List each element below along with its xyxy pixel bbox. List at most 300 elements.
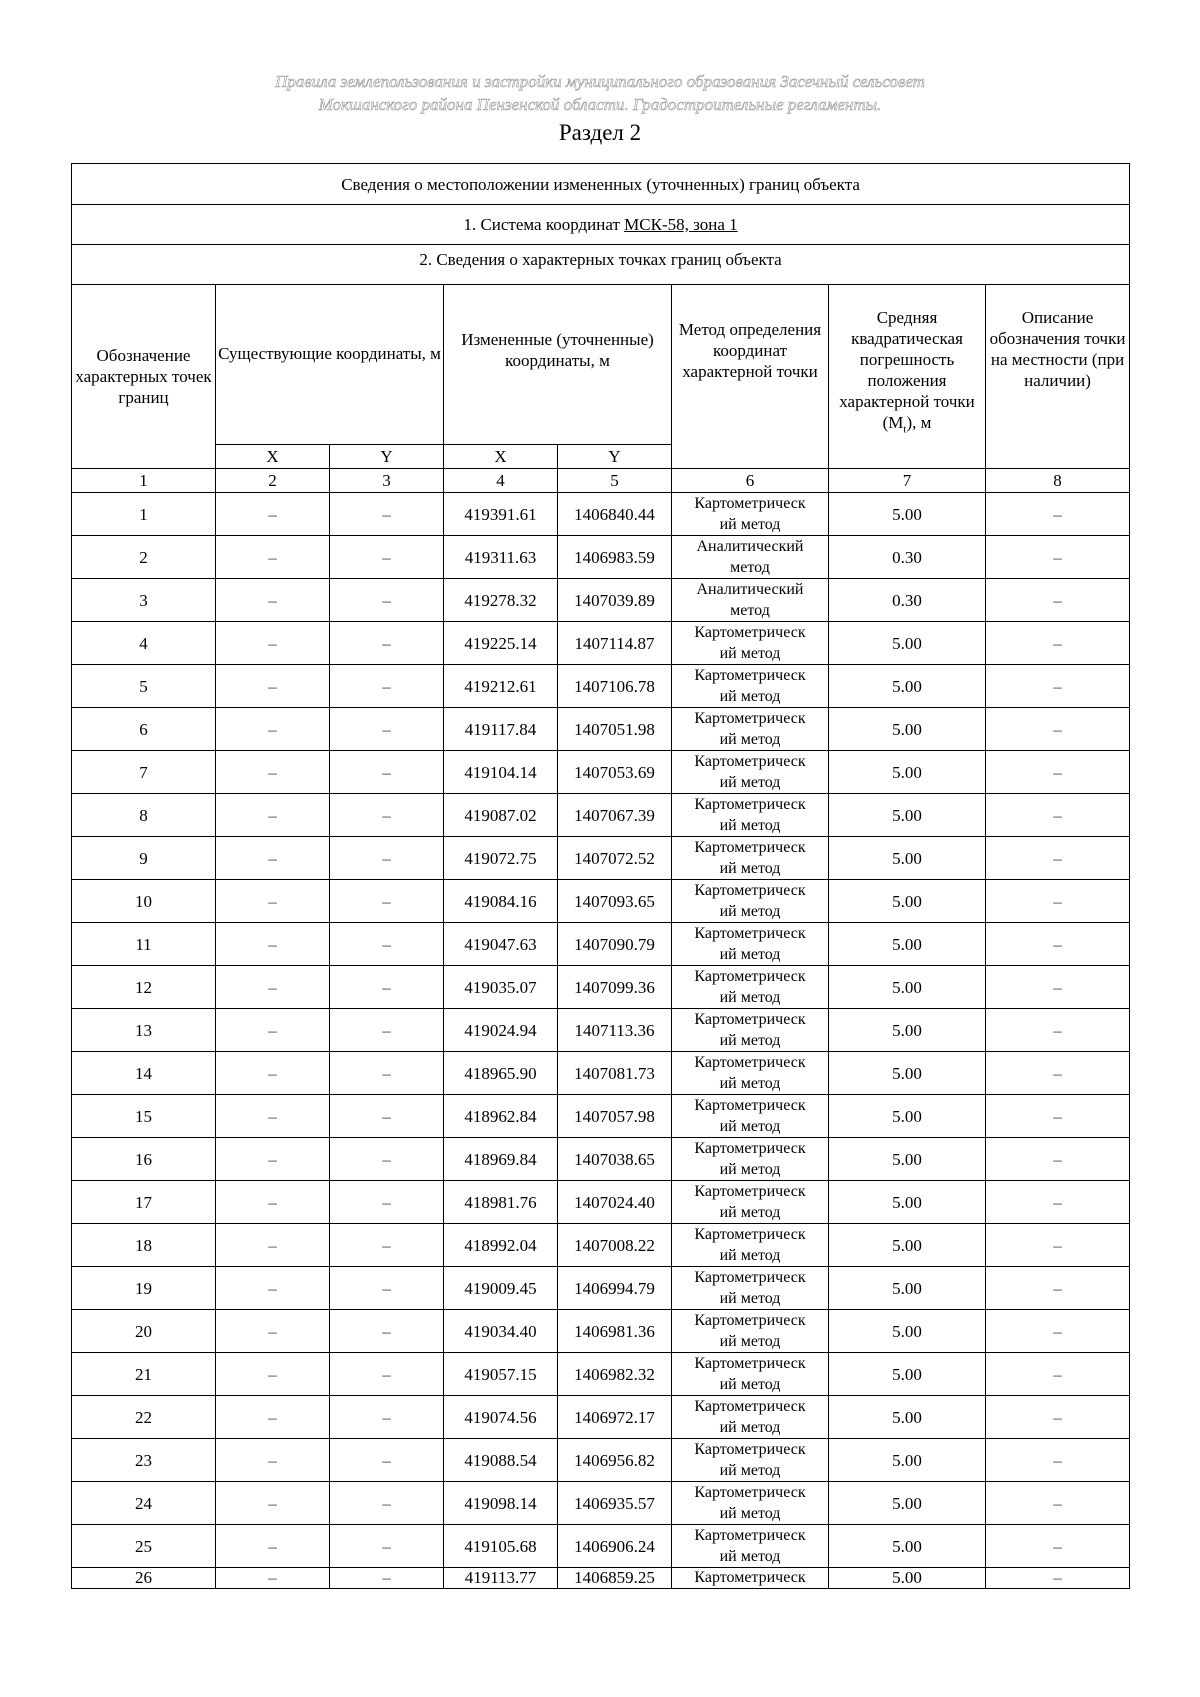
method-line-1: Картометрическ	[694, 968, 806, 985]
changed-x-value: 419009.45	[444, 1267, 558, 1310]
changed-x-value: 419098.14	[444, 1482, 558, 1525]
existing-x-value: –	[216, 794, 330, 837]
point-number: 26	[72, 1568, 216, 1589]
method-line-1: Аналитический	[696, 581, 804, 598]
error-value: 5.00	[829, 1267, 986, 1310]
point-number: 10	[72, 880, 216, 923]
error-value: 5.00	[829, 1310, 986, 1353]
error-value: 5.00	[829, 880, 986, 923]
point-number: 8	[72, 794, 216, 837]
table-row	[72, 1439, 1130, 1482]
existing-x-value: –	[216, 665, 330, 708]
error-value: 5.00	[829, 966, 986, 1009]
changed-y-value: 1407081.73	[558, 1052, 672, 1095]
existing-x-value: –	[216, 536, 330, 579]
changed-y-value: 1406935.57	[558, 1482, 672, 1525]
existing-x-value: –	[216, 966, 330, 1009]
changed-x-value: 418965.90	[444, 1052, 558, 1095]
method-line-2: ий метод	[719, 516, 781, 533]
point-number: 20	[72, 1310, 216, 1353]
description-value: –	[986, 708, 1130, 751]
changed-y-value: 1407057.98	[558, 1095, 672, 1138]
existing-x-value: –	[216, 1439, 330, 1482]
changed-x-value: 419088.54	[444, 1439, 558, 1482]
method-line-2: ий метод	[719, 1462, 781, 1479]
table-row	[72, 1396, 1130, 1439]
points-section-label: 2. Сведения о характерных точках границ объекта	[72, 245, 1130, 285]
error-value: 5.00	[829, 923, 986, 966]
method	[672, 579, 829, 622]
changed-y-value: 1406906.24	[558, 1525, 672, 1568]
changed-x-value: 419278.32	[444, 579, 558, 622]
changed-x-value: 419024.94	[444, 1009, 558, 1052]
error-value: 0.30	[829, 579, 986, 622]
description-value: –	[986, 1224, 1130, 1267]
description-value: –	[986, 923, 1130, 966]
existing-x-value: –	[216, 837, 330, 880]
error-value: 5.00	[829, 1525, 986, 1568]
description-value: –	[986, 751, 1130, 794]
method-line-2: ий метод	[719, 1548, 781, 1565]
method-line-2: ий метод	[719, 817, 781, 834]
method-line-2: ий метод	[719, 1032, 781, 1049]
method-line-1: Картометрическ	[694, 1226, 806, 1243]
method	[672, 1439, 829, 1482]
method-line-2: метод	[730, 559, 770, 576]
col-header-existing-coords: Существующие координаты, м	[216, 285, 444, 445]
method	[672, 665, 829, 708]
changed-y-value: 1407053.69	[558, 751, 672, 794]
existing-x-value: –	[216, 751, 330, 794]
table-row	[72, 1052, 1130, 1095]
method	[672, 708, 829, 751]
existing-x-value: –	[216, 1181, 330, 1224]
method-line-1: Картометрическ	[694, 1183, 806, 1200]
error-value: 5.00	[829, 1568, 986, 1589]
existing-y-value: –	[330, 536, 444, 579]
changed-x-value: 419084.16	[444, 880, 558, 923]
point-number: 2	[72, 536, 216, 579]
method	[672, 1310, 829, 1353]
table-row	[72, 536, 1130, 579]
method-line-1: Картометрическ	[694, 1054, 806, 1071]
method-line-1: Картометрическ	[694, 1011, 806, 1028]
boundary-points-table	[71, 163, 1130, 1589]
description-value: –	[986, 1482, 1130, 1525]
method	[672, 1267, 829, 1310]
changed-y-value: 1406956.82	[558, 1439, 672, 1482]
description-value: –	[986, 1095, 1130, 1138]
existing-x-value: –	[216, 1224, 330, 1267]
point-number: 16	[72, 1138, 216, 1181]
existing-y-value: –	[330, 493, 444, 536]
method-line-1: Картометрическ	[694, 1355, 806, 1372]
method-line-1: Картометрическ	[694, 839, 806, 856]
col-header-method: Метод определения координат характерной точки	[672, 285, 829, 469]
existing-x-value: –	[216, 708, 330, 751]
point-number: 24	[72, 1482, 216, 1525]
method	[672, 1095, 829, 1138]
method-line-1: Картометрическ	[694, 1097, 806, 1114]
changed-y-value: 1407051.98	[558, 708, 672, 751]
changed-x-header: X	[444, 445, 558, 469]
table-row	[72, 1568, 1130, 1589]
changed-y-value: 1407039.89	[558, 579, 672, 622]
description-value: –	[986, 1568, 1130, 1589]
table-row	[72, 794, 1130, 837]
existing-y-value: –	[330, 708, 444, 751]
changed-x-value: 419087.02	[444, 794, 558, 837]
error-value: 5.00	[829, 708, 986, 751]
col-header-error-unit: ), м	[906, 413, 932, 432]
description-value: –	[986, 493, 1130, 536]
table-title: Сведения о местоположении измененных (уточненных) границ объекта	[72, 164, 1130, 205]
method	[672, 1138, 829, 1181]
description-value: –	[986, 1267, 1130, 1310]
changed-y-value: 1407113.36	[558, 1009, 672, 1052]
table-row	[72, 622, 1130, 665]
existing-y-value: –	[330, 1482, 444, 1525]
changed-y-value: 1407114.87	[558, 622, 672, 665]
method-line-2: ий метод	[719, 1118, 781, 1135]
method-line-2: ий метод	[719, 1333, 781, 1350]
point-number: 3	[72, 579, 216, 622]
method-line-2: ий метод	[719, 1376, 781, 1393]
existing-y-value: –	[330, 1138, 444, 1181]
existing-x-value: –	[216, 1009, 330, 1052]
changed-x-value: 419035.07	[444, 966, 558, 1009]
point-number: 7	[72, 751, 216, 794]
changed-y-value: 1407072.52	[558, 837, 672, 880]
method-line-2: ий метод	[719, 1075, 781, 1092]
table-row	[72, 1009, 1130, 1052]
existing-y-value: –	[330, 1267, 444, 1310]
existing-y-value: –	[330, 966, 444, 1009]
method	[672, 622, 829, 665]
changed-y-value: 1406994.79	[558, 1267, 672, 1310]
point-number: 4	[72, 622, 216, 665]
method-line-1: Картометрическ	[694, 1140, 806, 1157]
existing-x-value: –	[216, 1568, 330, 1589]
existing-y-value: –	[330, 622, 444, 665]
description-value: –	[986, 880, 1130, 923]
changed-y-value: 1407024.40	[558, 1181, 672, 1224]
point-number: 14	[72, 1052, 216, 1095]
changed-x-value: 418962.84	[444, 1095, 558, 1138]
method-line-1: Картометрическ	[694, 1569, 806, 1586]
col-header-error-subscript: t	[903, 423, 907, 436]
existing-x-value: –	[216, 1310, 330, 1353]
description-value: –	[986, 837, 1130, 880]
coordinate-system-label: 1. Система координат	[463, 215, 625, 234]
existing-x-value: –	[216, 493, 330, 536]
table-row	[72, 880, 1130, 923]
existing-x-value: –	[216, 1095, 330, 1138]
error-value: 5.00	[829, 622, 986, 665]
method-line-1: Картометрическ	[694, 1527, 806, 1544]
table-row	[72, 1267, 1130, 1310]
error-value: 5.00	[829, 1138, 986, 1181]
column-number: 1	[72, 469, 216, 493]
existing-x-value: –	[216, 1482, 330, 1525]
description-value: –	[986, 1525, 1130, 1568]
table-row	[72, 665, 1130, 708]
method-line-2: ий метод	[719, 903, 781, 920]
document-header	[0, 70, 1200, 116]
method-line-2: ий метод	[719, 688, 781, 705]
point-number: 23	[72, 1439, 216, 1482]
error-value: 5.00	[829, 1181, 986, 1224]
column-number: 6	[672, 469, 829, 493]
method	[672, 1009, 829, 1052]
point-number: 15	[72, 1095, 216, 1138]
column-number: 7	[829, 469, 986, 493]
table-row	[72, 1310, 1130, 1353]
header-line-2: Мокшанского района Пензенской области. Градостроительные регламенты.	[318, 95, 882, 114]
changed-y-value: 1407106.78	[558, 665, 672, 708]
point-number: 18	[72, 1224, 216, 1267]
table-row	[72, 1181, 1130, 1224]
column-number: 2	[216, 469, 330, 493]
method	[672, 1181, 829, 1224]
method-line-2: ий метод	[719, 989, 781, 1006]
description-value: –	[986, 536, 1130, 579]
point-number: 21	[72, 1353, 216, 1396]
method	[672, 837, 829, 880]
section-title: Раздел 2	[558, 120, 642, 145]
error-value: 5.00	[829, 837, 986, 880]
method	[672, 794, 829, 837]
point-number: 22	[72, 1396, 216, 1439]
table-row	[72, 751, 1130, 794]
column-number: 5	[558, 469, 672, 493]
table-row	[72, 579, 1130, 622]
changed-x-value: 419225.14	[444, 622, 558, 665]
method-line-2: метод	[730, 602, 770, 619]
table-row	[72, 493, 1130, 536]
error-value: 5.00	[829, 493, 986, 536]
existing-y-value: –	[330, 794, 444, 837]
description-value: –	[986, 794, 1130, 837]
point-number: 17	[72, 1181, 216, 1224]
col-header-error	[829, 285, 986, 469]
error-value: 5.00	[829, 665, 986, 708]
table-row	[72, 708, 1130, 751]
changed-x-value: 418969.84	[444, 1138, 558, 1181]
column-number: 4	[444, 469, 558, 493]
method	[672, 880, 829, 923]
method-line-1: Картометрическ	[694, 882, 806, 899]
method	[672, 751, 829, 794]
method-line-2: ий метод	[719, 1290, 781, 1307]
description-value: –	[986, 1138, 1130, 1181]
point-number: 19	[72, 1267, 216, 1310]
table-row	[72, 1482, 1130, 1525]
method-line-2: ий метод	[719, 1161, 781, 1178]
table-row	[72, 1095, 1130, 1138]
error-value: 5.00	[829, 1353, 986, 1396]
method-line-2: ий метод	[719, 860, 781, 877]
method-line-2: ий метод	[719, 645, 781, 662]
existing-y-value: –	[330, 1439, 444, 1482]
table-row	[72, 1525, 1130, 1568]
column-number: 3	[330, 469, 444, 493]
existing-y-value: –	[330, 1095, 444, 1138]
changed-y-value: 1407067.39	[558, 794, 672, 837]
description-value: –	[986, 1439, 1130, 1482]
changed-y-value: 1407038.65	[558, 1138, 672, 1181]
method-line-2: ий метод	[719, 731, 781, 748]
method-line-2: ий метод	[719, 774, 781, 791]
method	[672, 1525, 829, 1568]
method	[672, 1396, 829, 1439]
header-line-1: Правила землепользования и застройки муниципального образования Засечный сельсовет	[275, 72, 925, 91]
method-line-1: Картометрическ	[694, 1484, 806, 1501]
existing-x-value: –	[216, 1267, 330, 1310]
method-line-1: Картометрическ	[694, 753, 806, 770]
description-value: –	[986, 1052, 1130, 1095]
error-value: 5.00	[829, 1095, 986, 1138]
method-line-1: Картометрическ	[694, 796, 806, 813]
description-value: –	[986, 966, 1130, 1009]
table-row	[72, 837, 1130, 880]
changed-y-value: 1406983.59	[558, 536, 672, 579]
error-value: 5.00	[829, 1052, 986, 1095]
changed-y-value: 1406859.25	[558, 1568, 672, 1589]
method-line-1: Аналитический	[696, 538, 804, 555]
coordinate-system-row	[72, 205, 1130, 245]
changed-x-value: 419047.63	[444, 923, 558, 966]
changed-y-value: 1406840.44	[558, 493, 672, 536]
table-row	[72, 1224, 1130, 1267]
method-line-1: Картометрическ	[694, 1312, 806, 1329]
changed-y-value: 1406982.32	[558, 1353, 672, 1396]
existing-y-value: –	[330, 1353, 444, 1396]
point-number: 5	[72, 665, 216, 708]
changed-y-header: Y	[558, 445, 672, 469]
error-value: 5.00	[829, 1439, 986, 1482]
col-header-description: Описание обозначения точки на местности (при наличии)	[986, 285, 1130, 469]
changed-y-value: 1406981.36	[558, 1310, 672, 1353]
error-value: 5.00	[829, 1224, 986, 1267]
existing-x-header: X	[216, 445, 330, 469]
coordinate-system-value: МСК-58, зона 1	[624, 215, 738, 234]
method	[672, 1052, 829, 1095]
existing-y-value: –	[330, 1568, 444, 1589]
method-line-1: Картометрическ	[694, 1398, 806, 1415]
existing-y-value: –	[330, 1224, 444, 1267]
changed-x-value: 419311.63	[444, 536, 558, 579]
method-line-2: ий метод	[719, 946, 781, 963]
error-value: 5.00	[829, 751, 986, 794]
existing-y-header: Y	[330, 445, 444, 469]
changed-x-value: 419072.75	[444, 837, 558, 880]
error-value: 5.00	[829, 1009, 986, 1052]
error-value: 5.00	[829, 1396, 986, 1439]
changed-x-value: 419113.77	[444, 1568, 558, 1589]
existing-x-value: –	[216, 1396, 330, 1439]
error-value: 5.00	[829, 794, 986, 837]
description-value: –	[986, 665, 1130, 708]
changed-x-value: 419117.84	[444, 708, 558, 751]
changed-x-value: 419057.15	[444, 1353, 558, 1396]
method	[672, 1353, 829, 1396]
col-header-changed-coords: Измененные (уточненные) координаты, м	[444, 285, 672, 445]
point-number: 6	[72, 708, 216, 751]
description-value: –	[986, 1009, 1130, 1052]
method-line-1: Картометрическ	[694, 925, 806, 942]
point-number: 13	[72, 1009, 216, 1052]
error-value: 0.30	[829, 536, 986, 579]
method-line-1: Картометрическ	[694, 495, 806, 512]
existing-y-value: –	[330, 1052, 444, 1095]
existing-x-value: –	[216, 1525, 330, 1568]
existing-x-value: –	[216, 579, 330, 622]
existing-y-value: –	[330, 751, 444, 794]
method-line-2: ий метод	[719, 1247, 781, 1264]
method-line-1: Картометрическ	[694, 1269, 806, 1286]
column-number-row	[72, 469, 1130, 493]
existing-x-value: –	[216, 1052, 330, 1095]
changed-x-value: 419105.68	[444, 1525, 558, 1568]
method	[672, 966, 829, 1009]
description-value: –	[986, 1396, 1130, 1439]
method-line-1: Картометрическ	[694, 667, 806, 684]
existing-y-value: –	[330, 1396, 444, 1439]
changed-x-value: 419212.61	[444, 665, 558, 708]
existing-x-value: –	[216, 622, 330, 665]
changed-y-value: 1407093.65	[558, 880, 672, 923]
point-number: 11	[72, 923, 216, 966]
changed-x-value: 418981.76	[444, 1181, 558, 1224]
col-header-error-text: Средняя квадратическая погрешность положения характерной точки (M	[839, 308, 975, 432]
existing-y-value: –	[330, 837, 444, 880]
changed-y-value: 1407008.22	[558, 1224, 672, 1267]
method	[672, 1224, 829, 1267]
description-value: –	[986, 579, 1130, 622]
existing-y-value: –	[330, 1310, 444, 1353]
existing-x-value: –	[216, 1138, 330, 1181]
changed-x-value: 419391.61	[444, 493, 558, 536]
method-line-1: Картометрическ	[694, 710, 806, 727]
existing-y-value: –	[330, 665, 444, 708]
table-row	[72, 923, 1130, 966]
method-line-2: ий метод	[719, 1419, 781, 1436]
method	[672, 1568, 829, 1589]
existing-y-value: –	[330, 880, 444, 923]
table-row	[72, 1353, 1130, 1396]
changed-y-value: 1407090.79	[558, 923, 672, 966]
changed-x-value: 419104.14	[444, 751, 558, 794]
method	[672, 1482, 829, 1525]
existing-x-value: –	[216, 1353, 330, 1396]
existing-x-value: –	[216, 880, 330, 923]
changed-x-value: 419074.56	[444, 1396, 558, 1439]
existing-y-value: –	[330, 1525, 444, 1568]
method-line-1: Картометрическ	[694, 624, 806, 641]
existing-y-value: –	[330, 1181, 444, 1224]
changed-y-value: 1407099.36	[558, 966, 672, 1009]
point-number: 1	[72, 493, 216, 536]
existing-x-value: –	[216, 923, 330, 966]
point-number: 9	[72, 837, 216, 880]
method	[672, 536, 829, 579]
description-value: –	[986, 622, 1130, 665]
table-row	[72, 1138, 1130, 1181]
point-number: 12	[72, 966, 216, 1009]
existing-y-value: –	[330, 923, 444, 966]
col-header-point-designation: Обозначение характерных точек границ	[72, 285, 216, 469]
